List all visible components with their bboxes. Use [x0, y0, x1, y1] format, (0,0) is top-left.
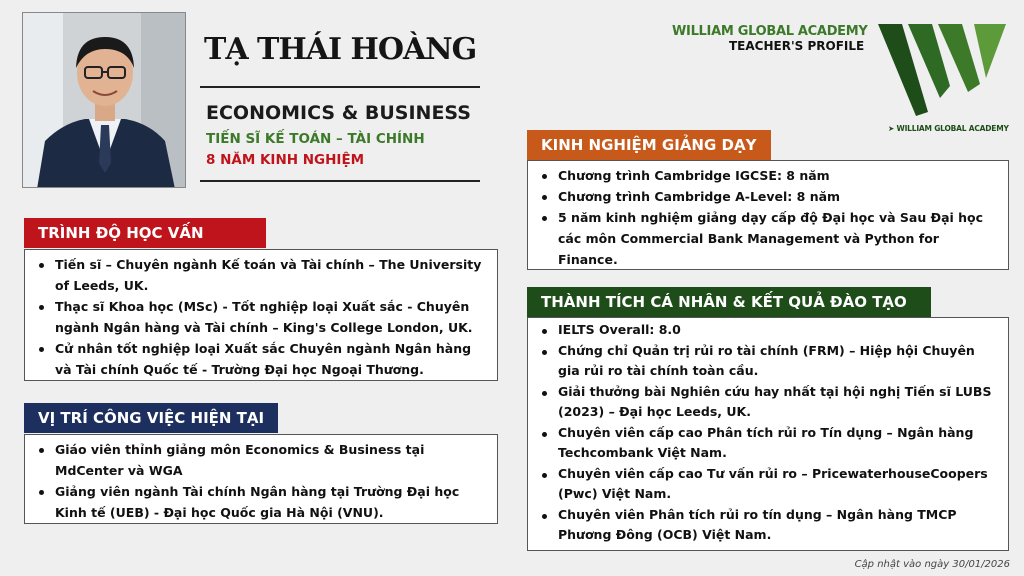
teacher-name: TẠ THÁI HOÀNG [204, 32, 477, 67]
experience-years: 8 NĂM KINH NGHIỆM [206, 152, 365, 168]
education-item: Thạc sĩ Khoa học (MSc) - Tốt nghiệp loại Xuất sắc - Chuyên ngành Ngân hàng và Tài chính – King's College London, UK. [33, 296, 489, 338]
teaching-item: 5 năm kinh nghiệm giảng dạy cấp độ Đại học và Sau Đại học các môn Commercial Bank Management và Python for Finance. [536, 207, 1000, 270]
position-item: Giảng viên ngành Tài chính Ngân hàng tại Trường Đại học Kinh tế (UEB) - Đại học Quốc gia Hà Nội (VNU). [33, 481, 489, 523]
logo-caption: ➤ WILLIAM GLOBAL ACADEMY [888, 124, 1009, 133]
header-divider [200, 180, 480, 182]
education-item: Tiến sĩ – Chuyên ngành Kế toán và Tài chính – The University of Leeds, UK. [33, 254, 489, 296]
profile-label: TEACHER'S PROFILE [729, 39, 865, 53]
teaching-item: Chương trình Cambridge IGCSE: 8 năm [536, 165, 1000, 186]
logo-caption-text: WILLIAM GLOBAL ACADEMY [896, 124, 1009, 133]
achievement-item: Chuyên viên Phân tích rủi ro tín dụng – Ngân hàng TMCP Phương Đông (OCB) Việt Nam. [536, 505, 1000, 546]
position-heading: VỊ TRÍ CÔNG VIỆC HIỆN TẠI [24, 403, 278, 433]
achievement-item: Chuyên viên cấp cao Phân tích rủi ro Tín dụng – Ngân hàng Techcombank Việt Nam. [536, 423, 1000, 464]
updated-date: Cập nhật vào ngày 30/01/2026 [854, 559, 1010, 570]
achievement-item: IELTS Overall: 8.0 [536, 320, 1000, 341]
achievements-heading: THÀNH TÍCH CÁ NHÂN & KẾT QUẢ ĐÀO TẠO [527, 287, 931, 317]
portrait-illustration [23, 13, 186, 188]
education-box [24, 249, 498, 381]
degree-title: TIẾN SĨ KẾ TOÁN – TÀI CHÍNH [206, 131, 425, 147]
achievement-item: Chứng chỉ Quản trị rủi ro tài chính (FRM) – Hiệp hội Chuyên gia rủi ro tài chính toàn cầu. [536, 341, 1000, 382]
name-divider [200, 86, 480, 88]
academy-logo [878, 20, 1008, 120]
achievement-item: Chuyên viên cấp cao Tư vấn rủi ro – PricewaterhouseCoopers (Pwc) Việt Nam. [536, 464, 1000, 505]
academy-name: WILLIAM GLOBAL ACADEMY [672, 24, 868, 39]
education-heading: TRÌNH ĐỘ HỌC VẤN [24, 218, 266, 248]
position-box [24, 434, 498, 524]
education-item: Cử nhân tốt nghiệp loại Xuất sắc Chuyên ngành Ngân hàng và Tài chính Quốc tế - Trường Đại học Ngoại Thương. [33, 338, 489, 380]
teaching-box [527, 160, 1009, 270]
w-logo-icon [878, 20, 1008, 120]
position-item: Giáo viên thỉnh giảng môn Economics & Business tại MdCenter và WGA [33, 439, 489, 481]
subject-title: ECONOMICS & BUSINESS [206, 102, 471, 124]
achievement-item: Giải thưởng bài Nghiên cứu hay nhất tại hội nghị Tiến sĩ LUBS (2023) – Đại học Leeds, UK. [536, 382, 1000, 423]
teaching-heading: KINH NGHIỆM GIẢNG DẠY [527, 130, 771, 160]
teaching-item: Chương trình Cambridge A-Level: 8 năm [536, 186, 1000, 207]
achievements-box [527, 317, 1009, 551]
teacher-photo [22, 12, 186, 188]
